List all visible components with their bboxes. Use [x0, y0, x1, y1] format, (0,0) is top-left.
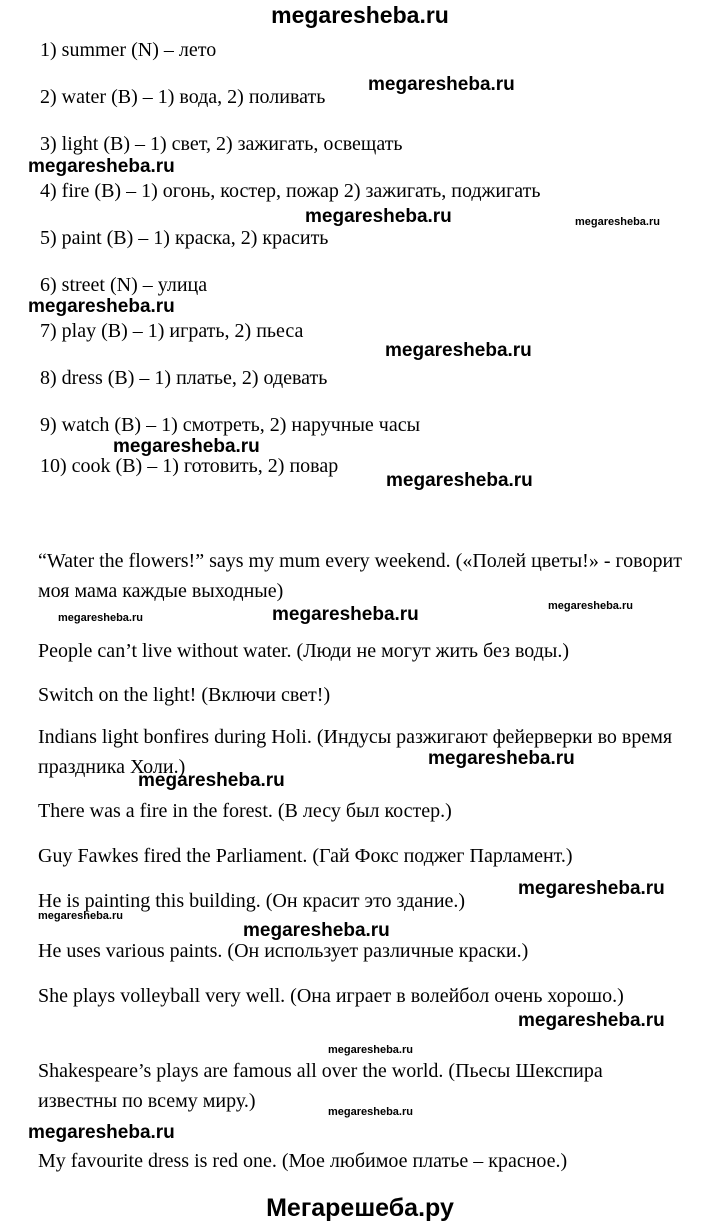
- watermark: megaresheba.ru: [575, 216, 660, 228]
- vocabulary-item: 7) play (B) – 1) играть, 2) пьеса: [40, 320, 304, 342]
- watermark: megaresheba.ru: [272, 604, 419, 625]
- watermark: megaresheba.ru: [428, 748, 575, 769]
- watermark: megaresheba.ru: [386, 470, 533, 491]
- vocabulary-item: 3) light (B) – 1) свет, 2) зажигать, освещать: [40, 133, 403, 155]
- vocabulary-item: 2) water (B) – 1) вода, 2) поливать: [40, 86, 326, 108]
- sentence: People can’t live without water. (Люди не могут жить без воды.): [38, 640, 569, 662]
- sentence: Indians light bonfires during Holi. (Индусы разжигают фейерверки во время праздника Холи.): [38, 726, 673, 778]
- watermark: megaresheba.ru: [518, 878, 665, 899]
- watermark: megaresheba.ru: [38, 910, 123, 922]
- vocabulary-item: 5) paint (B) – 1) краска, 2) красить: [40, 227, 329, 249]
- watermark: megaresheba.ru: [138, 770, 285, 791]
- watermark: megaresheba.ru: [328, 1044, 413, 1056]
- vocabulary-item: 1) summer (N) – лето: [40, 39, 217, 61]
- watermark: megaresheba.ru: [243, 920, 390, 941]
- watermark: megaresheba.ru: [305, 206, 452, 227]
- vocabulary-item: 4) fire (B) – 1) огонь, костер, пожар 2) зажигать, поджигать: [40, 180, 541, 202]
- sentence: He is painting this building. (Он красит это здание.): [38, 890, 466, 912]
- sentence: Shakespeare’s plays are famous all over the world. (Пьесы Шекспира известны по всему миру.): [38, 1060, 603, 1112]
- sentence: There was a fire in the forest. (В лесу был костер.): [38, 800, 452, 822]
- vocabulary-item: 8) dress (B) – 1) платье, 2) одевать: [40, 367, 328, 389]
- vocabulary-item: 6) street (N) – улица: [40, 274, 208, 296]
- watermark: megaresheba.ru: [28, 1122, 175, 1143]
- footer-brand: Мегарешеба.ру: [266, 1194, 454, 1222]
- watermark: megaresheba.ru: [385, 340, 532, 361]
- sentence: She plays volleyball very well. (Она играет в волейбол очень хорошо.): [38, 985, 624, 1007]
- vocabulary-item: 10) cook (B) – 1) готовить, 2) повар: [40, 455, 339, 477]
- watermark: megaresheba.ru: [328, 1106, 413, 1118]
- sentence: Guy Fawkes fired the Parliament. (Гай Фокс поджег Парламент.): [38, 845, 573, 867]
- sentence: He uses various paints. (Он использует различные краски.): [38, 940, 529, 962]
- sentence: “Water the flowers!” says my mum every weekend. («Полей цветы!» - говорит моя мама каждые выходные): [38, 550, 682, 602]
- watermark: megaresheba.ru: [28, 156, 175, 177]
- watermark: megaresheba.ru: [548, 600, 633, 612]
- watermark: megaresheba.ru: [368, 74, 515, 95]
- watermark: megaresheba.ru: [113, 436, 260, 457]
- watermark: megaresheba.ru: [58, 612, 143, 624]
- vocabulary-item: 9) watch (B) – 1) смотреть, 2) наручные часы: [40, 414, 421, 436]
- sentence: My favourite dress is red one. (Мое любимое платье – красное.): [38, 1150, 568, 1172]
- header-watermark: megaresheba.ru: [271, 2, 449, 28]
- watermark: megaresheba.ru: [28, 296, 175, 317]
- sentence: Switch on the light! (Включи свет!): [38, 684, 331, 706]
- watermark: megaresheba.ru: [518, 1010, 665, 1031]
